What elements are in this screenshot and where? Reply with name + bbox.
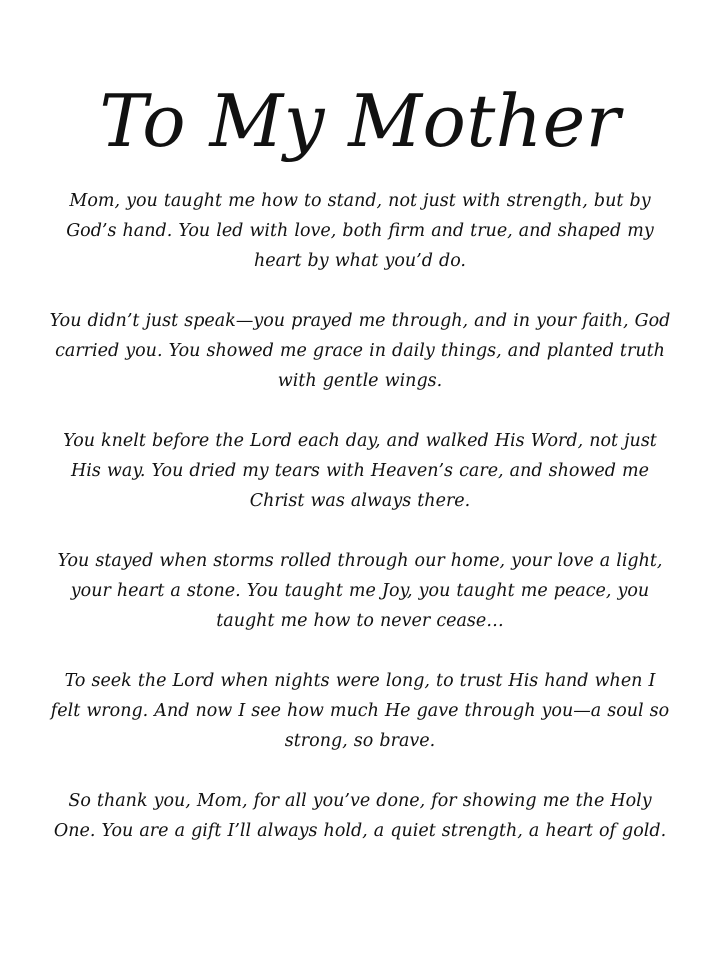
poem-stanza-6: So thank you, Mom, for all you’ve done, for showing me the Holy One. You are a gift I’ll always hold, a quiet strength, a heart of gold. <box>53 791 667 842</box>
poem-stanza-2: You didn’t just speak—you prayed me through, and in your faith, God carried you. You showed me grace in daily things, and planted truth with gentle wings. <box>49 311 671 392</box>
poem-stanza-3: You knelt before the Lord each day, and walked His Word, not just His way. You dried my tears with Heaven’s care, and showed me Christ was always there. <box>63 431 657 512</box>
poem-title: To My Mother <box>99 79 621 163</box>
poem-stanza-1: Mom, you taught me how to stand, not just with strength, but by God’s hand. You led with love, both firm and true, and shaped my heart by what you’d do. <box>66 191 654 272</box>
poem-stanza-5: To seek the Lord when nights were long, to trust His hand when I felt wrong. And now I see how much He gave through you—a soul so strong, so brave. <box>50 671 670 752</box>
poem-stanza-4: You stayed when storms rolled through our home, your love a light, your heart a stone. You taught me Joy, you taught me peace, you taught me how to never cease… <box>57 551 663 632</box>
